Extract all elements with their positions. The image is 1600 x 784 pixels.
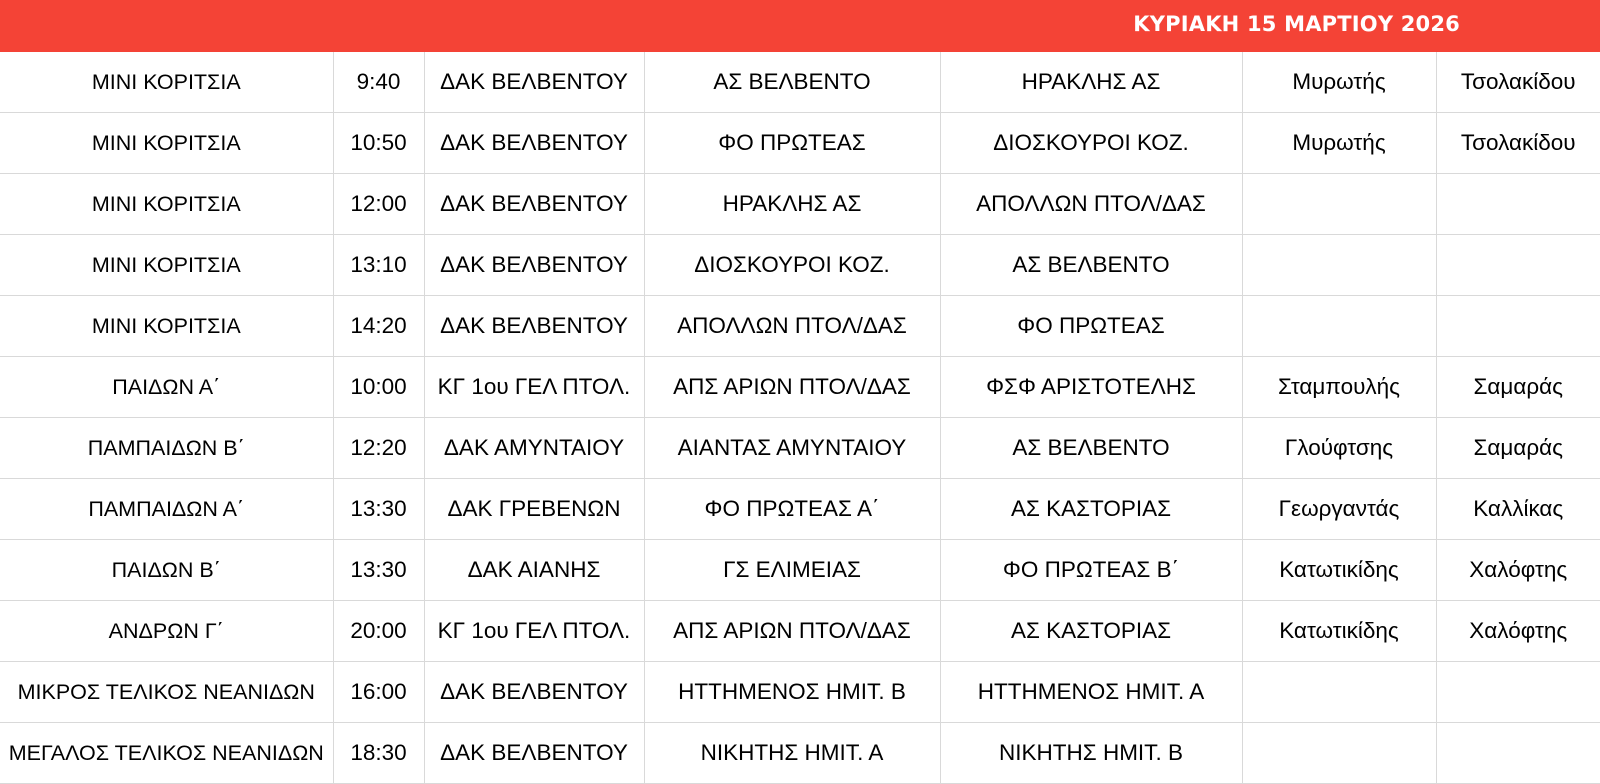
time-cell: 10:00: [333, 357, 424, 418]
away-team-cell: ΗΡΑΚΛΗΣ ΑΣ: [940, 52, 1242, 113]
referee-1-cell: [1242, 174, 1436, 235]
referee-2-cell: [1436, 235, 1600, 296]
venue-cell: ΔΑΚ ΒΕΛΒΕΝΤΟΥ: [424, 723, 644, 784]
home-team-cell: ΝΙΚΗΤΗΣ ΗΜΙΤ. Α: [644, 723, 940, 784]
venue-cell: ΚΓ 1ου ΓΕΛ ΠΤΟΛ.: [424, 601, 644, 662]
referee-1-cell: Σταμπουλής: [1242, 357, 1436, 418]
table-row: [0, 601, 1600, 662]
home-team-cell: ΗΤΤΗΜΕΝΟΣ ΗΜΙΤ. Β: [644, 662, 940, 723]
venue-cell: ΔΑΚ ΒΕΛΒΕΝΤΟΥ: [424, 235, 644, 296]
referee-2-cell: [1436, 723, 1600, 784]
referee-1-cell: Κατωτικίδης: [1242, 540, 1436, 601]
referee-2-cell: Τσολακίδου: [1436, 113, 1600, 174]
away-team-cell: ΑΣ ΚΑΣΤΟΡΙΑΣ: [940, 479, 1242, 540]
table-row: [0, 52, 1600, 113]
away-team-cell: ΦΣΦ ΑΡΙΣΤΟΤΕΛΗΣ: [940, 357, 1242, 418]
away-team-cell: ΑΣ ΒΕΛΒΕΝΤΟ: [940, 235, 1242, 296]
time-cell: 9:40: [333, 52, 424, 113]
referee-2-cell: Σαμαράς: [1436, 357, 1600, 418]
referee-1-cell: Κατωτικίδης: [1242, 601, 1436, 662]
table-row: [0, 174, 1600, 235]
home-team-cell: ΦΟ ΠΡΩΤΕΑΣ Α΄: [644, 479, 940, 540]
table-row: [0, 357, 1600, 418]
table-row: [0, 479, 1600, 540]
venue-cell: ΔΑΚ ΑΙΑΝΗΣ: [424, 540, 644, 601]
home-team-cell: ΑΙΑΝΤΑΣ ΑΜΥΝΤΑΙΟΥ: [644, 418, 940, 479]
referee-1-cell: [1242, 662, 1436, 723]
referee-2-cell: Σαμαράς: [1436, 418, 1600, 479]
category-cell: ΜΙΚΡΟΣ ΤΕΛΙΚΟΣ ΝΕΑΝΙΔΩΝ: [0, 662, 333, 723]
referee-1-cell: [1242, 235, 1436, 296]
time-cell: 18:30: [333, 723, 424, 784]
venue-cell: ΚΓ 1ου ΓΕΛ ΠΤΟΛ.: [424, 357, 644, 418]
table-row: [0, 723, 1600, 784]
venue-cell: ΔΑΚ ΑΜΥΝΤΑΙΟΥ: [424, 418, 644, 479]
venue-cell: ΔΑΚ ΒΕΛΒΕΝΤΟΥ: [424, 52, 644, 113]
referee-2-cell: [1436, 662, 1600, 723]
category-cell: ΑΝΔΡΩΝ Γ΄: [0, 601, 333, 662]
referee-2-cell: Καλλίκας: [1436, 479, 1600, 540]
away-team-cell: ΑΣ ΒΕΛΒΕΝΤΟ: [940, 418, 1242, 479]
referee-2-cell: [1436, 296, 1600, 357]
away-team-cell: ΝΙΚΗΤΗΣ ΗΜΙΤ. Β: [940, 723, 1242, 784]
schedule-body: [0, 52, 1600, 784]
home-team-cell: ΗΡΑΚΛΗΣ ΑΣ: [644, 174, 940, 235]
table-row: [0, 662, 1600, 723]
away-team-cell: ΗΤΤΗΜΕΝΟΣ ΗΜΙΤ. Α: [940, 662, 1242, 723]
time-cell: 16:00: [333, 662, 424, 723]
time-cell: 13:30: [333, 479, 424, 540]
category-cell: ΠΑΙΔΩΝ Α΄: [0, 357, 333, 418]
away-team-cell: ΦΟ ΠΡΩΤΕΑΣ: [940, 296, 1242, 357]
referee-1-cell: [1242, 723, 1436, 784]
table-row: [0, 540, 1600, 601]
home-team-cell: ΑΠΟΛΛΩΝ ΠΤΟΛ/ΔΑΣ: [644, 296, 940, 357]
date-header-bar: [0, 0, 1600, 52]
category-cell: ΠΑΜΠΑΙΔΩΝ Α΄: [0, 479, 333, 540]
time-cell: 20:00: [333, 601, 424, 662]
category-cell: ΠΑΜΠΑΙΔΩΝ Β΄: [0, 418, 333, 479]
home-team-cell: ΑΣ ΒΕΛΒΕΝΤΟ: [644, 52, 940, 113]
table-row: [0, 418, 1600, 479]
referee-1-cell: Γεωργαντάς: [1242, 479, 1436, 540]
referee-1-cell: Γλούφτσης: [1242, 418, 1436, 479]
home-team-cell: ΑΠΣ ΑΡΙΩΝ ΠΤΟΛ/ΔΑΣ: [644, 357, 940, 418]
referee-1-cell: [1242, 296, 1436, 357]
category-cell: ΜΙΝΙ ΚΟΡΙΤΣΙΑ: [0, 52, 333, 113]
time-cell: 12:20: [333, 418, 424, 479]
venue-cell: ΔΑΚ ΓΡΕΒΕΝΩΝ: [424, 479, 644, 540]
venue-cell: ΔΑΚ ΒΕΛΒΕΝΤΟΥ: [424, 296, 644, 357]
venue-cell: ΔΑΚ ΒΕΛΒΕΝΤΟΥ: [424, 113, 644, 174]
category-cell: ΠΑΙΔΩΝ Β΄: [0, 540, 333, 601]
home-team-cell: ΑΠΣ ΑΡΙΩΝ ΠΤΟΛ/ΔΑΣ: [644, 601, 940, 662]
time-cell: 13:10: [333, 235, 424, 296]
date-title: ΚΥΡΙΑΚΗ 15 ΜΑΡΤΙΟΥ 2026: [1133, 12, 1460, 36]
away-team-cell: ΦΟ ΠΡΩΤΕΑΣ Β΄: [940, 540, 1242, 601]
referee-2-cell: Χαλόφτης: [1436, 601, 1600, 662]
category-cell: ΜΙΝΙ ΚΟΡΙΤΣΙΑ: [0, 235, 333, 296]
category-cell: ΜΙΝΙ ΚΟΡΙΤΣΙΑ: [0, 174, 333, 235]
table-row: [0, 296, 1600, 357]
table-row: [0, 113, 1600, 174]
table-row: [0, 235, 1600, 296]
referee-1-cell: Μυρωτής: [1242, 52, 1436, 113]
away-team-cell: ΑΠΟΛΛΩΝ ΠΤΟΛ/ΔΑΣ: [940, 174, 1242, 235]
home-team-cell: ΓΣ ΕΛΙΜΕΙΑΣ: [644, 540, 940, 601]
time-cell: 13:30: [333, 540, 424, 601]
home-team-cell: ΦΟ ΠΡΩΤΕΑΣ: [644, 113, 940, 174]
category-cell: ΜΕΓΑΛΟΣ ΤΕΛΙΚΟΣ ΝΕΑΝΙΔΩΝ: [0, 723, 333, 784]
home-team-cell: ΔΙΟΣΚΟΥΡΟΙ ΚΟΖ.: [644, 235, 940, 296]
time-cell: 14:20: [333, 296, 424, 357]
referee-2-cell: Τσολακίδου: [1436, 52, 1600, 113]
category-cell: ΜΙΝΙ ΚΟΡΙΤΣΙΑ: [0, 113, 333, 174]
time-cell: 10:50: [333, 113, 424, 174]
referee-1-cell: Μυρωτής: [1242, 113, 1436, 174]
category-cell: ΜΙΝΙ ΚΟΡΙΤΣΙΑ: [0, 296, 333, 357]
away-team-cell: ΔΙΟΣΚΟΥΡΟΙ ΚΟΖ.: [940, 113, 1242, 174]
referee-2-cell: Χαλόφτης: [1436, 540, 1600, 601]
schedule-table: [0, 52, 1600, 784]
referee-2-cell: [1436, 174, 1600, 235]
venue-cell: ΔΑΚ ΒΕΛΒΕΝΤΟΥ: [424, 662, 644, 723]
time-cell: 12:00: [333, 174, 424, 235]
away-team-cell: ΑΣ ΚΑΣΤΟΡΙΑΣ: [940, 601, 1242, 662]
venue-cell: ΔΑΚ ΒΕΛΒΕΝΤΟΥ: [424, 174, 644, 235]
